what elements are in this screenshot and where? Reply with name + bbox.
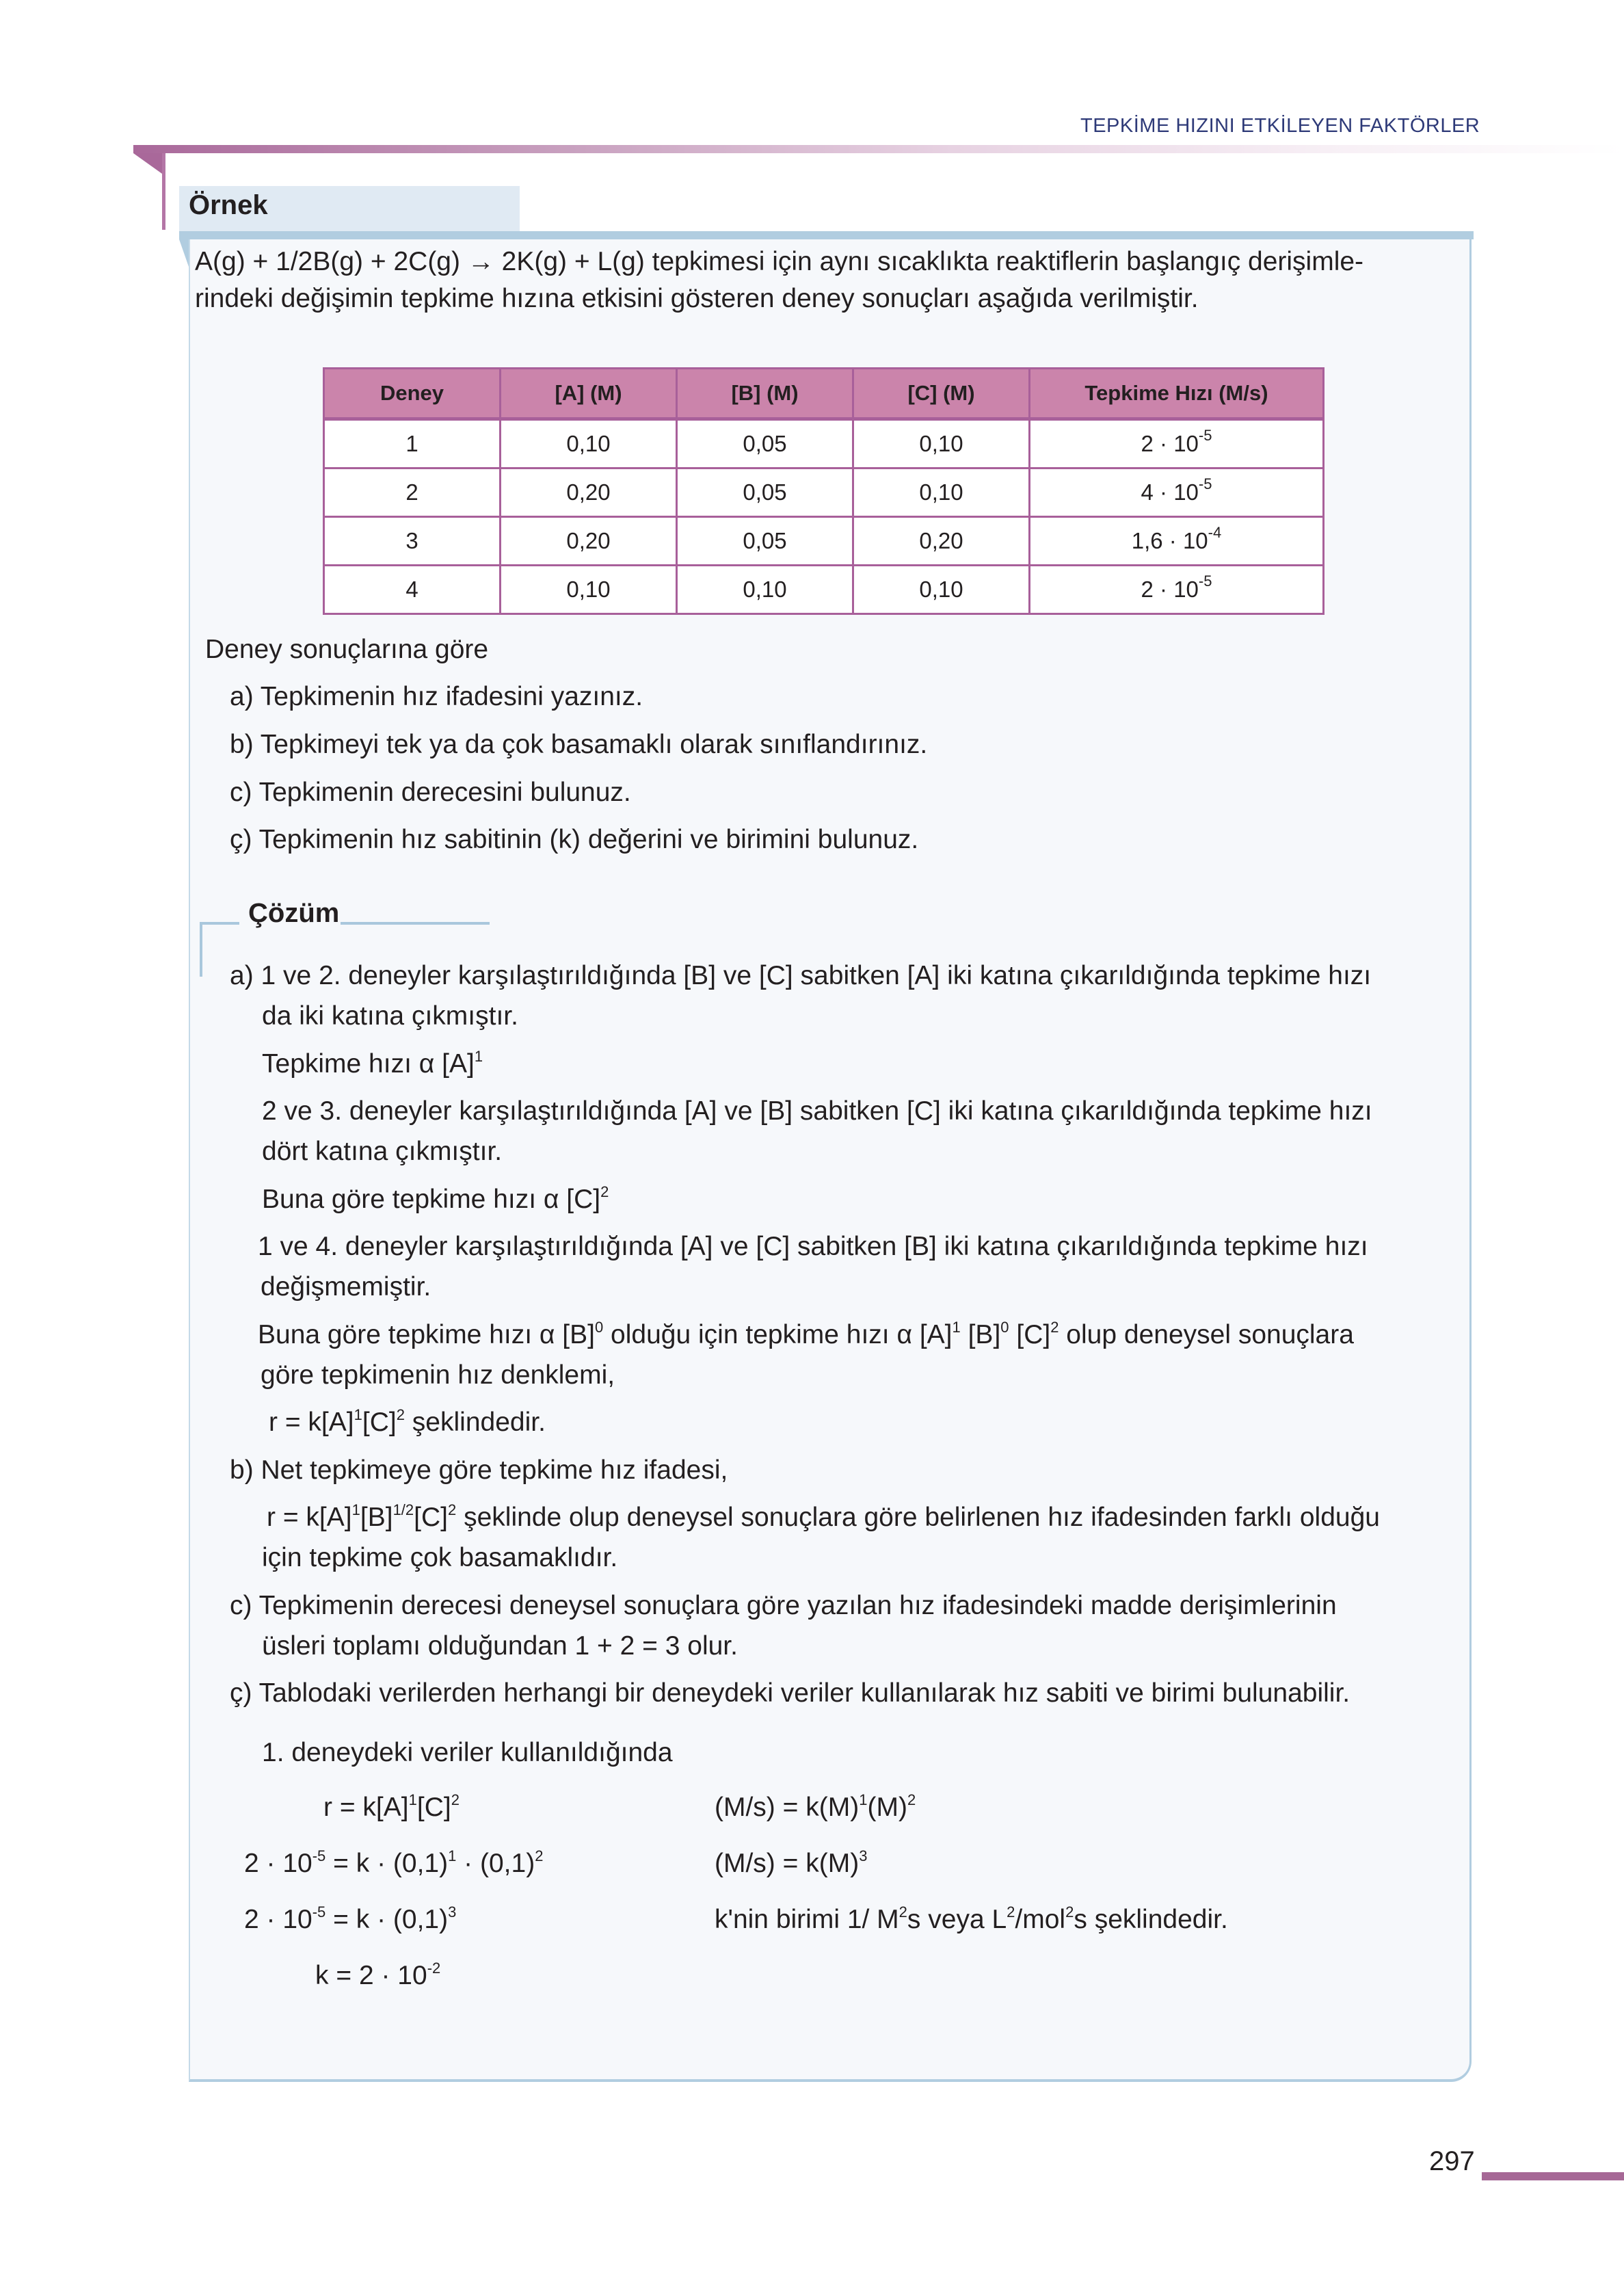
column-header-deney: Deney: [324, 369, 501, 419]
calc-right-1: [715, 1792, 916, 1827]
exponent: 0: [1000, 1319, 1009, 1336]
exponent: 1: [474, 1048, 483, 1065]
exponent: 2: [1050, 1319, 1059, 1336]
exponent: 2: [907, 1791, 916, 1808]
exponent: 2: [1007, 1903, 1015, 1921]
text: 2 · 10: [244, 1849, 312, 1878]
exponent: 2: [1065, 1903, 1074, 1921]
cell-c: 0,10: [853, 468, 1030, 517]
proportion-text: Tepkime hızı α [A]: [262, 1049, 475, 1079]
cell-a: 0,10: [501, 419, 677, 468]
solution-c-line-1: c) Tepkimenin derecesi deneysel sonuçlara göre yazılan hız ifadesindeki madde derişimlerinin: [230, 1591, 1337, 1620]
cell-rate: [1030, 468, 1324, 517]
example-box-top-bar: [179, 231, 1474, 239]
solution-a-line-2: da iki katına çıkmıştır.: [262, 1001, 518, 1031]
text: olup deneysel sonuçlara: [1059, 1320, 1354, 1349]
questions-intro: Deney sonuçlarına göre: [205, 635, 489, 664]
table-header-row: [324, 369, 1324, 419]
cell-b: 0,05: [677, 468, 853, 517]
column-header-b: [B] (M): [677, 369, 853, 419]
header-vertical-line: [162, 153, 165, 230]
solution-corner-vertical-line: [200, 922, 202, 977]
exponent: 3: [859, 1847, 868, 1864]
text: = k · (0,1): [325, 1849, 449, 1878]
cell-deney: 1: [324, 419, 501, 468]
text: · (0,1): [456, 1849, 535, 1878]
solution-b-equation-line: [267, 1502, 1380, 1537]
exponent: 1/2: [392, 1501, 414, 1518]
table-row: [324, 566, 1324, 614]
calc-left-3: [244, 1904, 456, 1939]
exponent: 2: [396, 1406, 405, 1423]
solution-a-rate-equation: [269, 1407, 546, 1442]
cell-b: 0,05: [677, 419, 853, 468]
text: r = k[A]: [323, 1793, 409, 1822]
cell-a: 0,10: [501, 566, 677, 614]
text: olduğu için tepkime hızı α [A]: [603, 1320, 953, 1349]
rate-base: 4 · 10: [1141, 479, 1199, 505]
example-box-tab-decoration: [179, 239, 189, 267]
cell-c: 0,20: [853, 517, 1030, 566]
exponent: -2: [427, 1959, 441, 1977]
rate-base: 1,6 · 10: [1131, 528, 1208, 553]
calc-right-2: [715, 1848, 867, 1883]
text: [B]: [960, 1320, 1001, 1349]
exponent: -5: [312, 1847, 326, 1864]
header-tab-decoration: [133, 153, 162, 174]
solution-a-line-4: dört katına çıkmıştır.: [262, 1137, 503, 1166]
rate-exponent: -5: [1198, 572, 1212, 590]
solution-underline: [341, 922, 490, 925]
solution-a-line-7: [258, 1319, 1354, 1354]
text: (M/s) = k(M): [715, 1849, 860, 1878]
exponent: 1: [354, 1406, 362, 1423]
calc-left-4: [315, 1960, 440, 1995]
column-header-a: [A] (M): [501, 369, 677, 419]
solution-a-line-8: göre tepkimenin hız denklemi,: [261, 1360, 615, 1390]
cell-rate: [1030, 419, 1324, 468]
text: r = k[A]: [267, 1503, 352, 1532]
exponent: 1: [351, 1501, 360, 1518]
solution-c-cedilla-line-2: 1. deneydeki veriler kullanıldığında: [262, 1738, 673, 1767]
page-number: 297: [1429, 2146, 1475, 2176]
text: k'nin birimi 1/ M: [715, 1905, 899, 1934]
proportion-text: Buna göre tepkime hızı α [C]: [262, 1185, 601, 1214]
solution-b-line-3: için tepkime çok basamaklıdır.: [262, 1543, 618, 1572]
rate-exponent: -5: [1198, 475, 1212, 492]
column-header-rate: Tepkime Hızı (M/s): [1030, 369, 1324, 419]
table-row: [324, 419, 1324, 468]
text: (M/s) = k(M): [715, 1793, 860, 1822]
experiment-table: [323, 367, 1325, 615]
cell-a: 0,20: [501, 517, 677, 566]
text: şeklinde olup deneysel sonuçlara göre belirlenen hız ifadesinden farklı olduğu: [456, 1503, 1380, 1532]
text: (M): [867, 1793, 907, 1822]
exponent: 1: [408, 1791, 417, 1808]
solution-c-line-2: üsleri toplamı olduğundan 1 + 2 = 3 olur.: [262, 1631, 738, 1661]
cell-deney: 4: [324, 566, 501, 614]
rate-exponent: -5: [1198, 427, 1212, 444]
exponent: 2: [535, 1847, 544, 1864]
solution-a-proportion-1: [262, 1048, 483, 1083]
text: Buna göre tepkime hızı α [B]: [258, 1320, 595, 1349]
question-a: a) Tepkimenin hız ifadesini yazınız.: [230, 682, 643, 711]
solution-c-cedilla-line-1: ç) Tablodaki verilerden herhangi bir deneydeki veriler kullanılarak hız sabiti ve birimi bulunabilir.: [230, 1678, 1350, 1708]
exponent: 2: [898, 1903, 907, 1921]
example-label: Örnek: [189, 190, 268, 220]
cell-rate: [1030, 517, 1324, 566]
cell-deney: 2: [324, 468, 501, 517]
page-number-bar: [1482, 2172, 1624, 2180]
rate-base: 2 · 10: [1141, 577, 1199, 602]
table-row: [324, 468, 1324, 517]
exponent: 2: [600, 1183, 609, 1200]
rate-exponent: -4: [1208, 524, 1222, 541]
text: [C]: [1009, 1320, 1051, 1349]
cell-b: 0,10: [677, 566, 853, 614]
example-intro-line-2: rindeki değişimin tepkime hızına etkisini gösteren deney sonuçları aşağıda verilmiştir.: [195, 284, 1199, 313]
cell-c: 0,10: [853, 566, 1030, 614]
running-head-title: TEPKİME HIZINI ETKİLEYEN FAKTÖRLER: [1080, 115, 1480, 137]
solution-a-line-3: 2 ve 3. deneyler karşılaştırıldığında [A] ve [B] sabitken [C] iki katına çıkarıldığında tepkime hızı: [262, 1096, 1372, 1126]
exponent: 0: [594, 1319, 604, 1336]
text: /mol: [1015, 1905, 1066, 1934]
calc-left-2: [244, 1848, 543, 1883]
cell-a: 0,20: [501, 468, 677, 517]
exponent: -5: [312, 1903, 326, 1921]
text: s şeklindedir.: [1074, 1905, 1228, 1934]
solution-a-proportion-2: [262, 1184, 609, 1219]
exponent: 1: [859, 1791, 868, 1808]
cell-c: 0,10: [853, 419, 1030, 468]
solution-a-line-6: değişmemiştir.: [261, 1272, 431, 1302]
rate-base: 2 · 10: [1141, 431, 1199, 456]
solution-a-line-5: 1 ve 4. deneyler karşılaştırıldığında [A] ve [C] sabitken [B] iki katına çıkarıldığında tepkime hızı: [258, 1232, 1368, 1261]
text: = k · (0,1): [325, 1905, 449, 1934]
text: k = 2 · 10: [315, 1961, 427, 1990]
text: 2 · 10: [244, 1905, 312, 1934]
question-c: c) Tepkimenin derecesini bulunuz.: [230, 778, 631, 807]
example-intro-line-1: A(g) + 1/2B(g) + 2C(g) → 2K(g) + L(g) tepkimesi için aynı sıcaklıkta reaktiflerin başlangıç derişimle-: [195, 247, 1364, 276]
calc-right-3: [715, 1904, 1228, 1939]
column-header-c: [C] (M): [853, 369, 1030, 419]
exponent: 1: [952, 1319, 961, 1336]
header-gradient-bar: [133, 145, 1624, 153]
calc-left-1: [323, 1792, 460, 1827]
text: [C]: [414, 1503, 448, 1532]
solution-label: Çözüm: [248, 898, 340, 928]
solution-b-line-1: b) Net tepkimeye göre tepkime hız ifadesi,: [230, 1455, 728, 1485]
cell-deney: 3: [324, 517, 501, 566]
text: r = k[A]: [269, 1408, 354, 1437]
exponent: 2: [448, 1501, 457, 1518]
text: [C]: [362, 1408, 397, 1437]
cell-rate: [1030, 566, 1324, 614]
text: [B]: [360, 1503, 393, 1532]
solution-corner-line: [200, 922, 239, 925]
text: şeklindedir.: [404, 1408, 546, 1437]
cell-b: 0,05: [677, 517, 853, 566]
exponent: 2: [451, 1791, 460, 1808]
text: [C]: [416, 1793, 451, 1822]
question-c-cedilla: ç) Tepkimenin hız sabitinin (k) değerini ve birimini bulunuz.: [230, 825, 919, 854]
exponent: 1: [448, 1847, 457, 1864]
exponent: 3: [448, 1903, 457, 1921]
solution-a-line-1: a) 1 ve 2. deneyler karşılaştırıldığında [B] ve [C] sabitken [A] iki katına çıkarıldığında tepkime hızı: [230, 961, 1372, 990]
question-b: b) Tepkimeyi tek ya da çok basamaklı olarak sınıflandırınız.: [230, 730, 928, 759]
text: s veya L: [907, 1905, 1007, 1934]
table-row: [324, 517, 1324, 566]
